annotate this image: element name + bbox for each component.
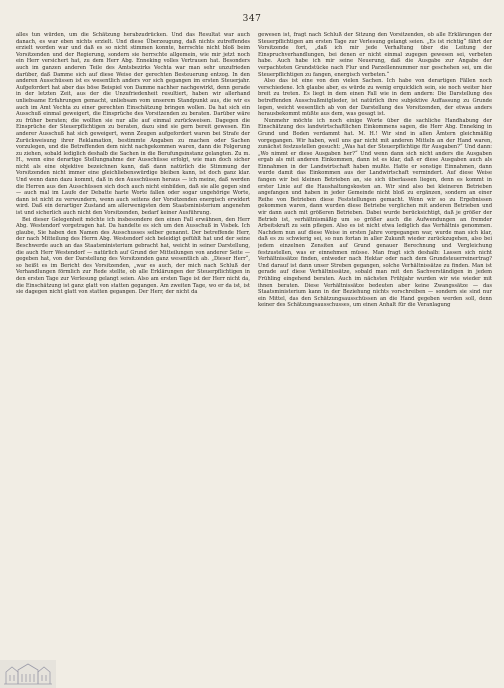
right-column: [258, 32, 492, 654]
right-paragraph-2: Also das ist eine von den vielen Sachen. Ich habe von derartigen Fällen noch verschiedene. Ich glaube aber, es würde zu wenig erquicklich sein, sie noch weiter hier breit zu treten. Es liegt in dem einen Fall wie in dem andern: Die Darstellung des betreffenden Ausschußmitglieder, ist natürlich ihre subjektive Auffassung zu Grunde legen, weicht wesentlich ab von der Darstellung des Vorsitzenden, der etwas anders herausbekommt müßte aus dem, was gesagt ist.: [258, 78, 492, 118]
left-paragraph-2: Bei dieser Gelegenheit möchte ich insbesondere den einen Fall erwähnen, den Herr Abg. Westendorf vorgetragen hat. Da handelte es sich um den Ausschuß in Visbek. Ich glaube, Sie haben den Namen des Ausschusses selber genannt. Der betreffende Herr, der nach Mitteilung des Herrn Abg. Westendorf sich beleidigt gefühlt hat und der seine Beschwerde auch an das Staatsministerium gebracht hat, weicht in seiner Darstellung, die auch Herr Westendorf — natürlich auf Grund der Mitteilungen von anderer Seite — gegeben hat, von der Darstellung des Vorsitzenden ganz wesentlich ab. „Dieser Herr“, so heißt es im Bericht des Vorsitzenden, „war es auch, der mich nach Schluß der Verhandlungen förmlich zur Rede stellte, ob alle Erklärungen der Steuerpflichtigen in den ersten Tage zur Verlesung gelangt seien. Also am ersten Tage ist der Herr nicht da, die Einschätzung ist ganz glatt von statten gegangen. Am zweiten Tage, wo er da ist, ist sie dagegen nicht glatt von statten gegangen. Der Herr, der nicht da: [16, 216, 250, 296]
library-building-logo: [0, 660, 56, 688]
text-columns: [16, 32, 492, 654]
right-paragraph-1: gewesen ist, fragt nach Schluß der Sitzung den Vorsitzenden, ob alle Erklärungen der Steuerpflichtigen am ersten Tage zur Verlesung gelangt seien. „Es ist richtig“ fährt der Vorsitzende fort, „daß ich mir jede Verhaltung über die Leitung der Einspruchverhandlungen, bei denen er nicht einmal zugegen gewesen sei, verbeten habe. Auch habe ich mir seine Neuerung, daß die Ausgabe zur Angabe der verpachteten Grundstücke nach Flur und Parzellennummer nur geschehen sei, um die Steuerpflichtigen zu fangen, energisch verbeten.“: [258, 32, 492, 78]
left-column: [16, 32, 250, 654]
right-paragraph-3: Nunmehr möchte ich noch einige Worte über die sachliche Handhabung der Einschätzung des landwirtschaftlichen Einkommens sagen, die Herr Abg. Enneking in Grund und Boden verdammt hat. M. H.! Wir sind in allen Ämtern gleichmäßig vorgegangen. Wir haben, weil uns gar nicht mit anderen Mitteln an der Hand waren, zunächst festzustellen gesucht: „Was hat der Steuerpflichtige für Ausgaben?“ Und dann: „Wo nimmt er diese Ausgaben her?“ Und wenn dann sich nicht anders die Ausgaben ergab als mit anderen Einkommen, dann ist es klar, daß er diese Ausgaben auch als Einnahmen in der Landwirtschaft haben mußte. Hatte er sonstige Einnahmen, dann wurde damit das Einkommen aus der Landwirtschaft vermindert. Auf diese Weise fangen wir bei kleinen Betrieben an, sie sich überlassen liegen, denn es kommt in erster Linie auf die Haushaltungskosten an. Wir sind also bei kleineren Betrieben angefangen und haben in jeder Gemeinde nicht bloß zu ergänzen, sondern an einer Reihe von Betrieben diese Feststellungen gemacht. Wenn wir so zu Ergebnissen gekommen waren, dann wurden diese Betriebe verglichen mit anderen Betrieben und wir dann auch mit größeren Betrieben. Dabei wurde berücksichtigt, daß je größer der Betrieb ist, verhältnismäßig um so größer auch die Aufwendungen an fremder Arbeitskraft zu sein pflegen. Also es ist nicht etwa lediglich das Verhältnis genommen. Nachdem nun auf diese Weise in ersten Jahre vorgegangen war, wurde man sich klar, daß es zu schwierig sei, so nun fortan in aller Zukunft wieder zurückzugehen, also bei jedem einzelnen Zensiten auf Grund genauer Berechnung und Vergleichung festzustellen, was er einnehmen müsse. Man fragt sich deshalb: Lassen sich nicht Verhältnissätze finden, entweder nach Hektar oder nach dem Grundsteuerreinertrag? Und darauf ist dann unser Streben gegangen, solche Verhältnissätze zu finden. Man ist gerade auf diese Verhältnissätze, sobald man mit den Sachverständigen in jedem Frühling eingehend beraten. Auch im nächsten Frühjahr wurden wir wie wieder mit ihnen beraten. Diese Verhältnissätze bedeuten aber keine Zwangssätze — das Staatsministerium kann in der Beziehung nichts vorschreiben — sondern sie sind nur ein Mittel, das den Schätzungsausschüssen an die Hand gegeben werden soll, denn keiner des Schätzungsausschusses, um einen Anhalt für die Veranlagung: [258, 117, 492, 309]
left-paragraph-1: alles tun würden, um die Schätzung herabzudrücken. Und das Resultat war auch danach, es war eben nichts erzielt. Und diese Überzeugung, daß nichts zutreffendes erzielt worden war und daß es so nicht stimmen konnte, herrschte nicht bloß beim Vorsitzenden und der Regierung, sondern sie herrschte allgemein, wie mir jetzt noch ein Herr versichert hat, zu dem Herr Abg. Enneking volles Vertrauen hat. Besonders auch im ganzen anderen Teile des Amtsbezirks Vechta war man sehr unzufrieden darüber, daß Damme sich auf diese Weise der gerechten Besteuerung entzog. In den anderen Ausschüssen ist es wesentlich anders vor sich gegangen im ersten Steuerjahr. Aufgefordert hat aber das böse Beispiel von Damme nachher nachgewirkt, denn gerade in der letzten Zeit, aus der die Unzufriedenheit resultiert, haben wir allerhand unliebsame Erfahrungen gemacht, unliebsam vom unserem Standpunkt aus, die wir es auch im Amt Vechta zu einer gerechten Einschätzung bringen wollen. Da hat sich ein Ausschuß einmal geweigert, die Einsprüche des Vorsitzenden zu beraten. Darüber wäre zu früher beraten; die wollten sie nur alle auf einmal zurückweisen. Dagegen die Einsprüche der Steuerpflichtigen zu beraten, dazu sind sie gern bereit gewesen. Ein anderer Ausschuß hat sich geweigert, wenn Zeugen aufgefordert waren bei Strafe der Zurückweisung ihrer Reklamation, bestimmte Angaben zu machen oder Sachen vorzulegen, und die Betreffenden dem nicht nachgekommen waren, dann die Folgerung zu ziehen, sobald lediglich deshalb die Sachen in die Berufungsinstanz gelangten. Zu m. H., wenn eine derartige Stellungnahme der Ausschüsse erfolgt, wie man doch sicher nicht als eine objektive bezeichnen kann, daß dann natürlich die Stimmung der Vorsitzenden nicht immer eine gleichliebenswürdige bleiben kann, ist doch ganz klar. Und wenn dann dazu kommt, daß in den Ausschüssen heraus — ich meine, daß werden die Herren aus den Ausschüssen sich doch auch nicht einbilden, daß sie alle gegen sind — auch mal im Laufe der Debatte harte Worte fallen oder sogar ungehörige Worte, dann ist nicht zu verwundern, wenn auch seitens der Vorsitzenden energisch erwidert wird. Daß ein derartiger Zustand am allerwenigsten dem Staatsministerium angenehm ist und sicherlich auch nicht den Vorsitzenden, bedarf keiner Ausführung.: [16, 32, 250, 217]
page-number: 347: [242, 14, 262, 24]
